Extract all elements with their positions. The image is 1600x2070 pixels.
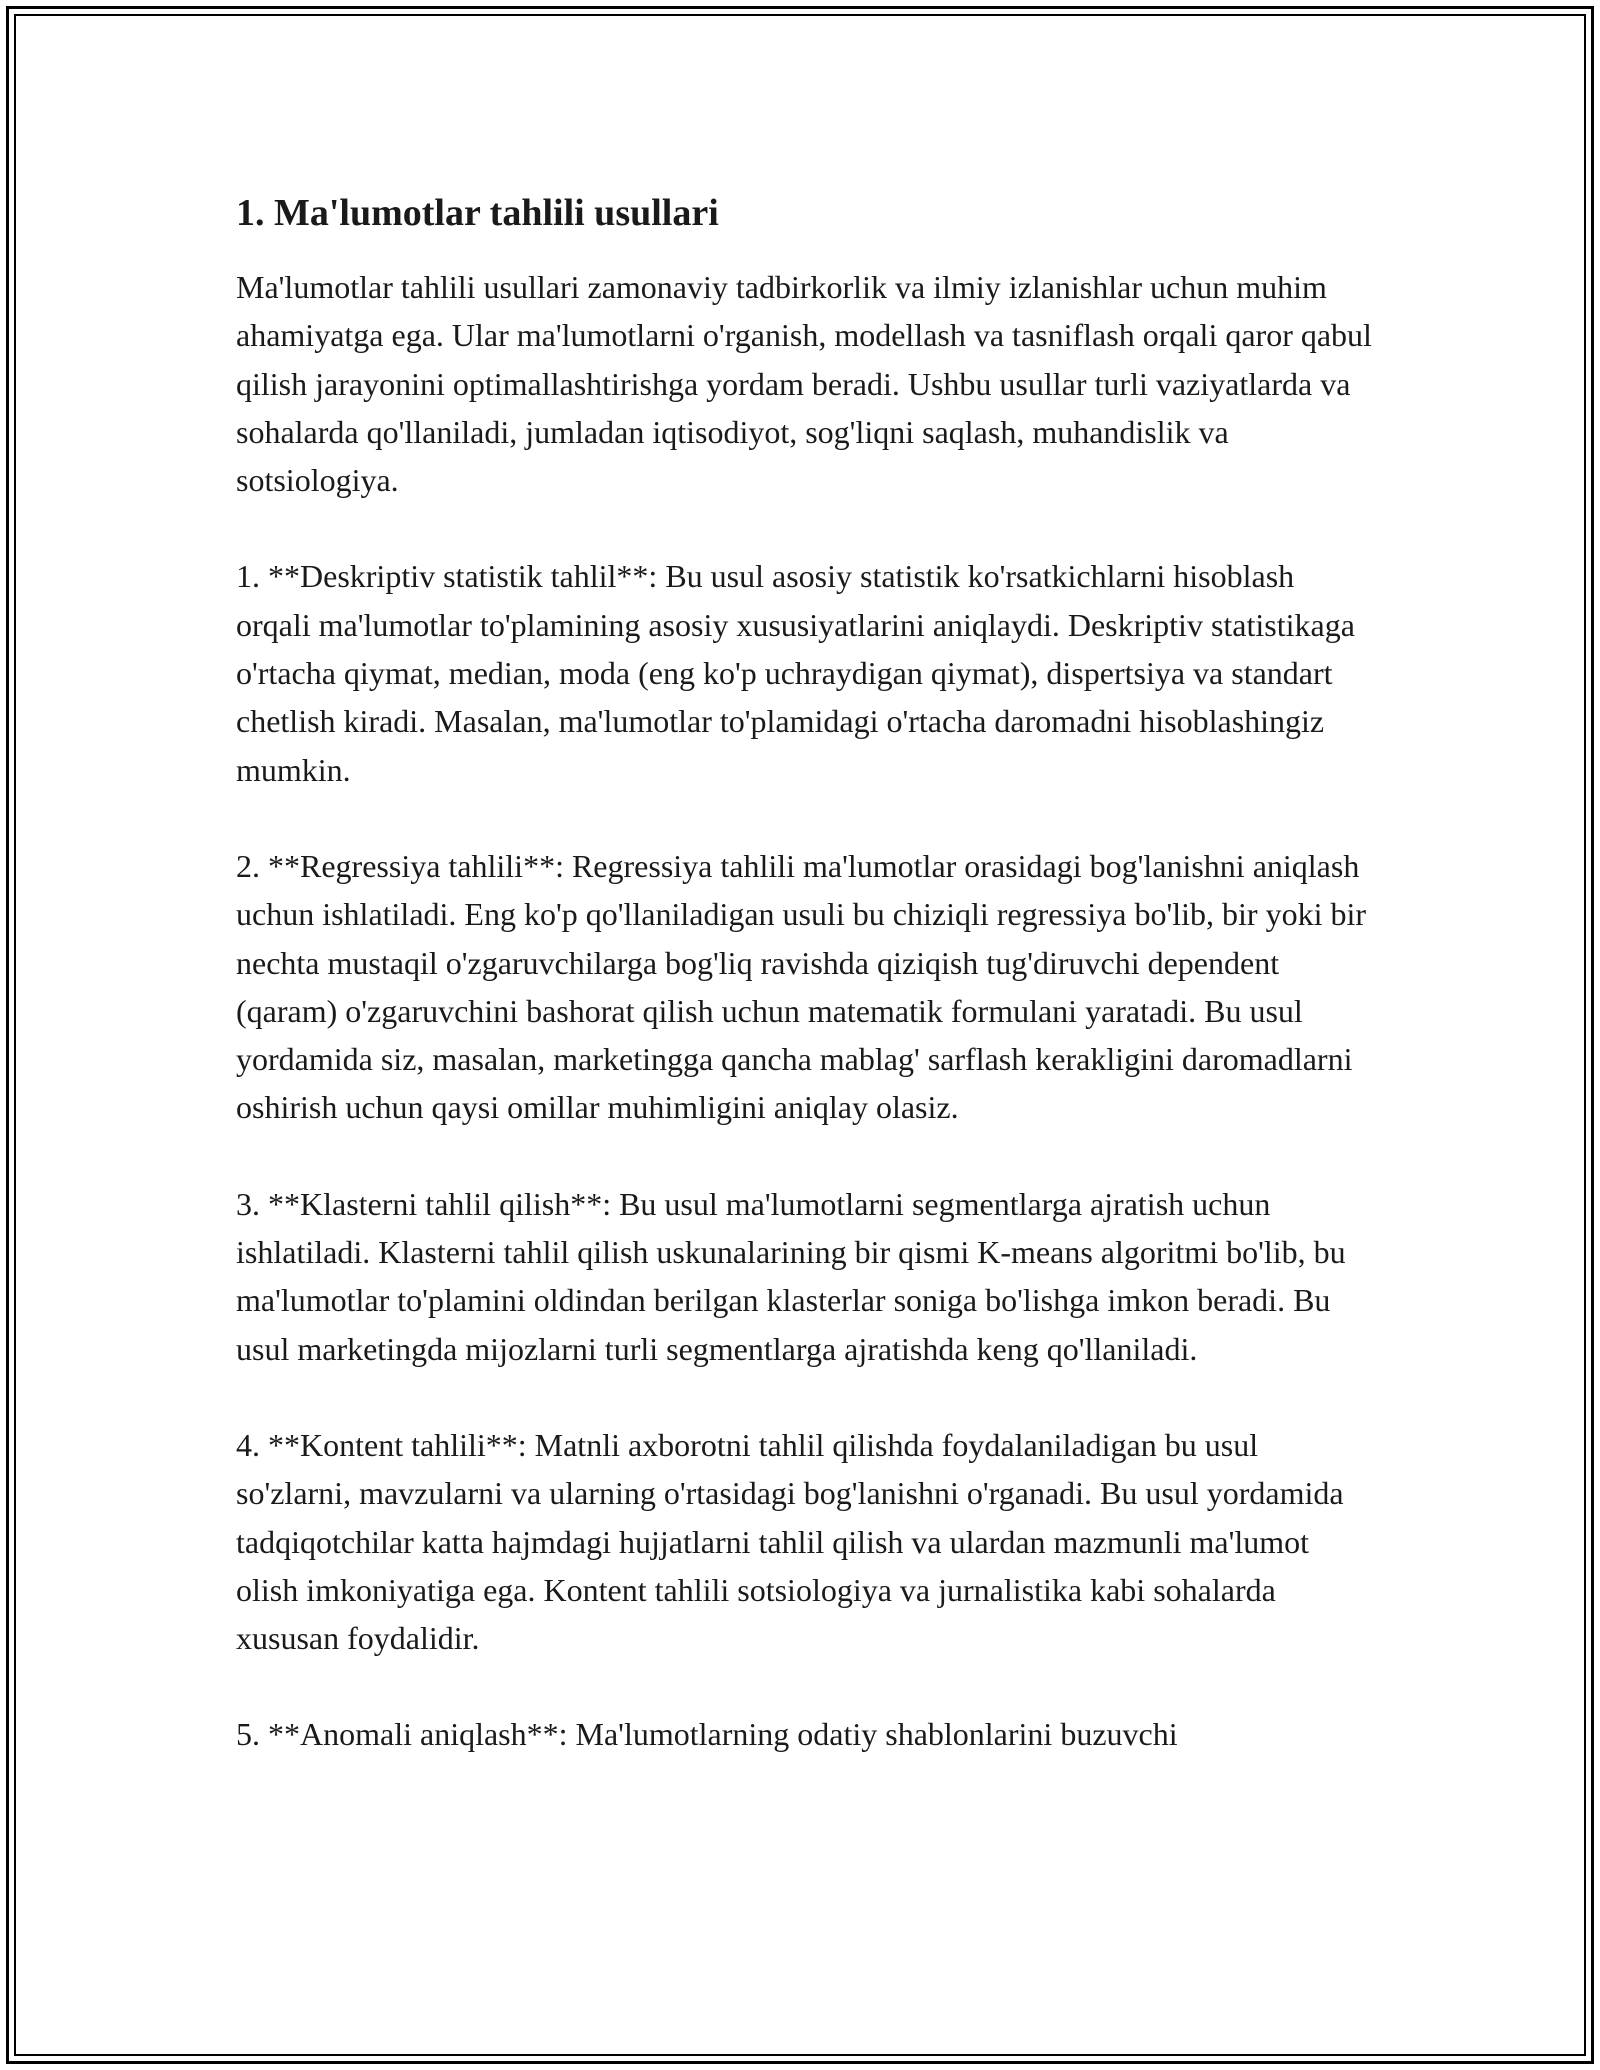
paragraph-descriptive-statistics: 1. **Deskriptiv statistik tahlil**: Bu usul asosiy statistik ko'rsatkichlarni hisoblash orqali ma'lumotlar to'plamining asosiy xususiyatlarini aniqlaydi. Deskriptiv statistikaga o'rtacha qiymat, median, moda (eng ko'p uchraydigan qiymat), dispertsiya va standart chetlish kiradi. Masalan, ma'lumotlar to'plamidagi o'rtacha daromadni hisoblashingiz mumkin. [236,558,1355,788]
intro-paragraph: Ma'lumotlar tahlili usullari zamonaviy tadbirkorlik va ilmiy izlanishlar uchun muhim ahamiyatga ega. Ular ma'lumotlarni o'rganish, modellash va tasniflash orqali qaror qabul qilish jarayonini optimallashtirishga yordam beradi. Ushbu usullar turli vaziyatlarda va sohalarda qo'llaniladi, jumladan iqtisodiyot, sog'liqni saqlash, muhandislik va sotsiologiya. [236,269,1372,499]
paragraph-content-analysis: 4. **Kontent tahlili**: Matnli axborotni tahlil qilishda foydalaniladigan bu usul so'zlarni, mavzularni va ularning o'rtasidagi bog'lanishni o'rganadi. Bu usul yordamida tadqiqotchilar katta hajmdagi hujjatlarni tahlil qilish va ulardan mazmunli ma'lumot olish imkoniyatiga ega. Kontent tahlili sotsiologiya va jurnalistika kabi sohalarda xususan foydalidir. [236,1426,1344,1657]
paragraph-regression-analysis: 2. **Regressiya tahlili**: Regressiya tahlili ma'lumotlar orasidagi bog'lanishni aniqlash uchun ishlatiladi. Eng ko'p qo'llaniladigan usuli bu chiziqli regressiya bo'lib, bir yoki bir nechta mustaqil o'zgaruvchilarga bog'liq ravishda qiziqish tug'diruvchi dependent (qaram) o'zgaruvchini bashorat qilish uchun matematik formulani yaratadi. Bu usul yordamida siz, masalan, marketingga qancha mablag' sarflash kerakligini daromadlarni oshirish uchun qaysi omillar muhimligini aniqlay olasiz. [236,847,1366,1126]
paragraph-cluster-analysis: 3. **Klasterni tahlil qilish**: Bu usul ma'lumotlarni segmentlarga ajratish uchun ishlatiladi. Klasterni tahlil qilish uskunalarining bir qismi K-means algoritmi bo'lib, bu ma'lumotlar to'plamini oldindan berilgan klasterlar soniga bo'lishga imkon beradi. Bu usul marketingda mijozlarni turli segmentlarga ajratishda keng qo'llaniladi. [236,1185,1346,1367]
paragraph-anomaly-detection: 5. **Anomali aniqlash**: Ma'lumotlarning odatiy shablonlarini buzuvchi [236,1716,1178,1753]
document-title: 1. Ma'lumotlar tahlili usullari [236,192,719,234]
document-body [236,185,1376,1759]
